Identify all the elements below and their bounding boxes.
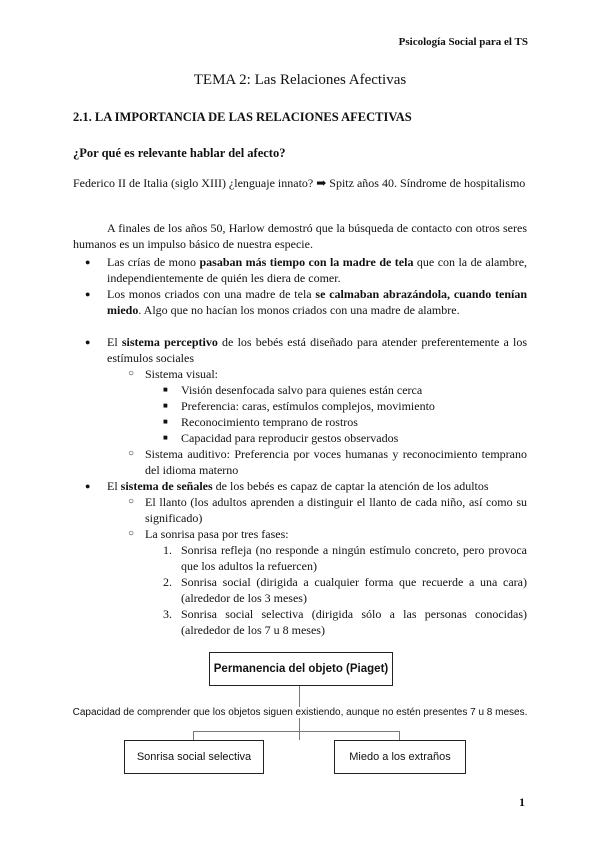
connector-horizontal [193,731,399,732]
systems-list [73,334,527,638]
page-title: TEMA 2: Las Relaciones Afectivas [193,72,407,88]
paragraph-federico: Federico II de Italia (siglo XIII) ¿lenguaje innato? ➡ Spitz años 40. Síndrome de hospitalismo [73,176,526,190]
smile-phase: 3. Sonrisa social selectiva (dirigida sólo a las personas conocidas) (alrededor de los 7 u 8 meses) [163,607,527,637]
visual-item: ■ Preferencia: caras, estímulos complejos, movimiento [73,398,527,414]
diagram-box-object-permanence: Permanencia del objeto (Piaget) [209,652,393,686]
section-heading: 2.1. LA IMPORTANCIA DE LAS RELACIONES AFECTIVAS [73,110,412,124]
sub-item-cry: ○ El llanto (los adultos aprenden a distinguir el llanto de cada niño, así como su significado) [73,494,527,526]
smile-phase: 1. Sonrisa refleja (no responde a ningún estímulo concreto, pero provoca que los adultos la refuercen) [163,543,527,573]
paragraph-harlow: A finales de los años 50, Harlow demostró que la búsqueda de contacto con otros seres humanos es un impulso básico de nuestra especie. [73,221,527,251]
sub-item-auditory: ○ Sistema auditivo: Preferencia por voces humanas y reconocimiento temprano del idioma materno [73,446,527,478]
diagram-box-selective-smile: Sonrisa social selectiva [124,740,264,774]
list-item-perceptive: ● El sistema perceptivo de los bebés está diseñado para atender preferentemente a los estímulos sociales [73,334,527,366]
list-item: ● Los monos criados con una madre de tela se calmaban abrazándola, cuando tenían miedo. Algo que no hacían los monos criados con una madre de alambre. [73,286,527,318]
visual-item: ■ Capacidad para reproducir gestos observados [73,430,527,446]
diagram-box-stranger-fear: Miedo a los extraños [334,740,466,774]
list-item: ● Las crías de mono pasaban más tiempo con la madre de tela que con la de alambre, independientemente de quién les diera de comer. [73,254,527,286]
smile-phase: 2. Sonrisa social (dirigida a cualquier forma que recuerde a una cara) (alrededor de los 3 meses) [163,575,527,605]
visual-item: ■ Visión desenfocada salvo para quienes están cerca [73,382,527,398]
sub-item-visual: ○ Sistema visual: [73,366,527,382]
visual-item: ■ Reconocimiento temprano de rostros [73,414,527,430]
harlow-list [73,254,527,318]
question-heading: ¿Por qué es relevante hablar del afecto? [73,146,286,160]
connector-left [193,731,194,740]
connector-right [399,731,400,740]
running-header: Psicología Social para el TS [398,36,528,48]
diagram-caption: Capacidad de comprender que los objetos siguen existiendo, aunque no estén presentes 7 u 8 meses. [72,707,528,718]
sub-item-smile: ○ La sonrisa pasa por tres fases: [73,526,527,542]
list-item-signals: ● El sistema de señales de los bebés es capaz de captar la atención de los adultos [73,478,527,494]
page-number: 1 [519,795,525,809]
